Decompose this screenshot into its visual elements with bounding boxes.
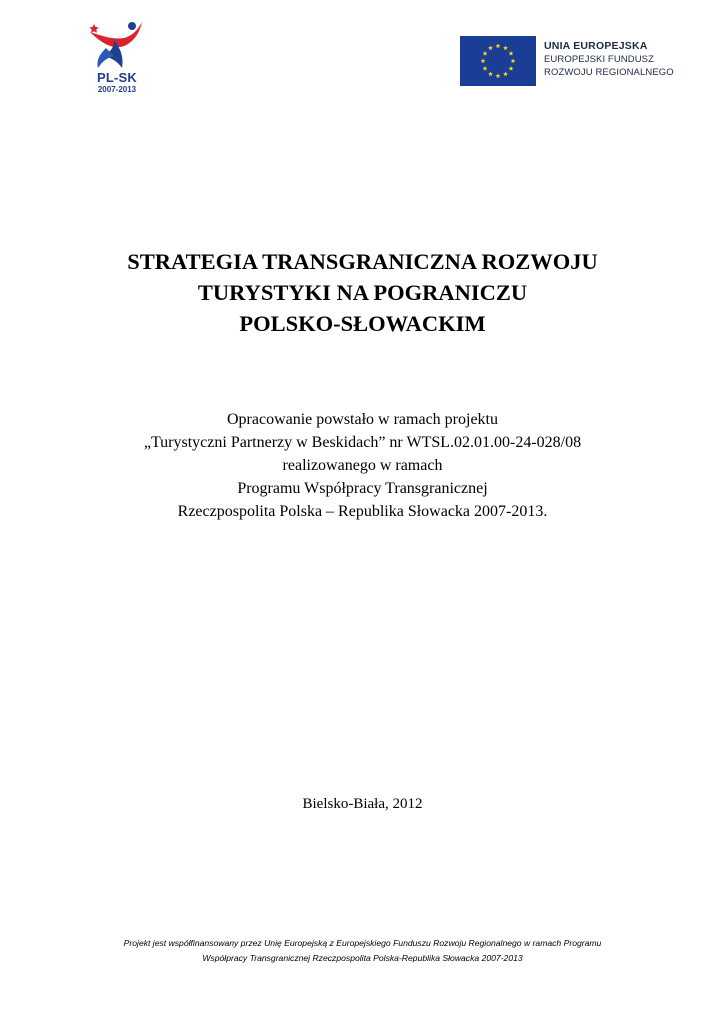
eu-star bbox=[483, 51, 488, 56]
place-date: Bielsko-Biała, 2012 bbox=[302, 796, 423, 812]
plsk-years: 2007-2013 bbox=[97, 85, 137, 94]
eu-star bbox=[503, 71, 508, 76]
eu-star bbox=[496, 43, 501, 48]
eu-star bbox=[511, 58, 516, 63]
footer-line-2: Współpracy Transgranicznej Rzeczpospolita Polska-Republika Słowacka 2007-2013 bbox=[202, 953, 523, 963]
description-line-2: „Turystyczni Partnerzy w Beskidach” nr WTSL.02.01.00-24-028/08 bbox=[143, 434, 582, 451]
eu-flag-icon bbox=[460, 36, 536, 86]
eu-title: UNIA EUROPEJSKA bbox=[544, 40, 648, 52]
title-line-3: POLSKO-SŁOWACKIM bbox=[239, 311, 486, 336]
eu-star bbox=[496, 73, 501, 78]
eu-star bbox=[509, 66, 514, 71]
title-line-2: TURYSTYKI NA POGRANICZU bbox=[197, 280, 528, 305]
description-line-5: Rzeczpospolita Polska – Republika Słowacka 2007-2013. bbox=[177, 503, 548, 520]
eu-star bbox=[488, 71, 493, 76]
plsk-name: PL-SK bbox=[97, 70, 137, 85]
eu-star bbox=[483, 66, 488, 71]
description-line-3: realizowanego w ramach bbox=[282, 457, 443, 474]
description-line-4: Programu Współpracy Transgranicznej bbox=[237, 480, 488, 497]
plsk-figure-icon bbox=[84, 18, 150, 70]
title-line-1: STRATEGIA TRANSGRANICZNA ROZWOJU bbox=[127, 249, 598, 274]
document-title bbox=[60, 246, 665, 339]
cofinancing-footer bbox=[40, 936, 685, 966]
eu-fund-line2: ROZWOJU REGIONALNEGO bbox=[544, 67, 674, 78]
eu-star bbox=[488, 45, 493, 50]
footer-line-1: Projekt jest współfinansowany przez Unię Europejską z Europejskiego Funduszu Rozwoju Regionalnego w ramach Programu bbox=[123, 938, 602, 948]
plsk-logo bbox=[84, 18, 150, 98]
eu-star bbox=[503, 45, 508, 50]
project-description bbox=[60, 408, 665, 523]
eu-star bbox=[481, 58, 486, 63]
eu-text bbox=[544, 40, 674, 79]
eu-logo bbox=[460, 36, 690, 86]
eu-fund-line1: EUROPEJSKI FUNDUSZ bbox=[544, 54, 655, 65]
eu-star bbox=[509, 51, 514, 56]
description-line-1: Opracowanie powstało w ramach projektu bbox=[226, 411, 498, 428]
